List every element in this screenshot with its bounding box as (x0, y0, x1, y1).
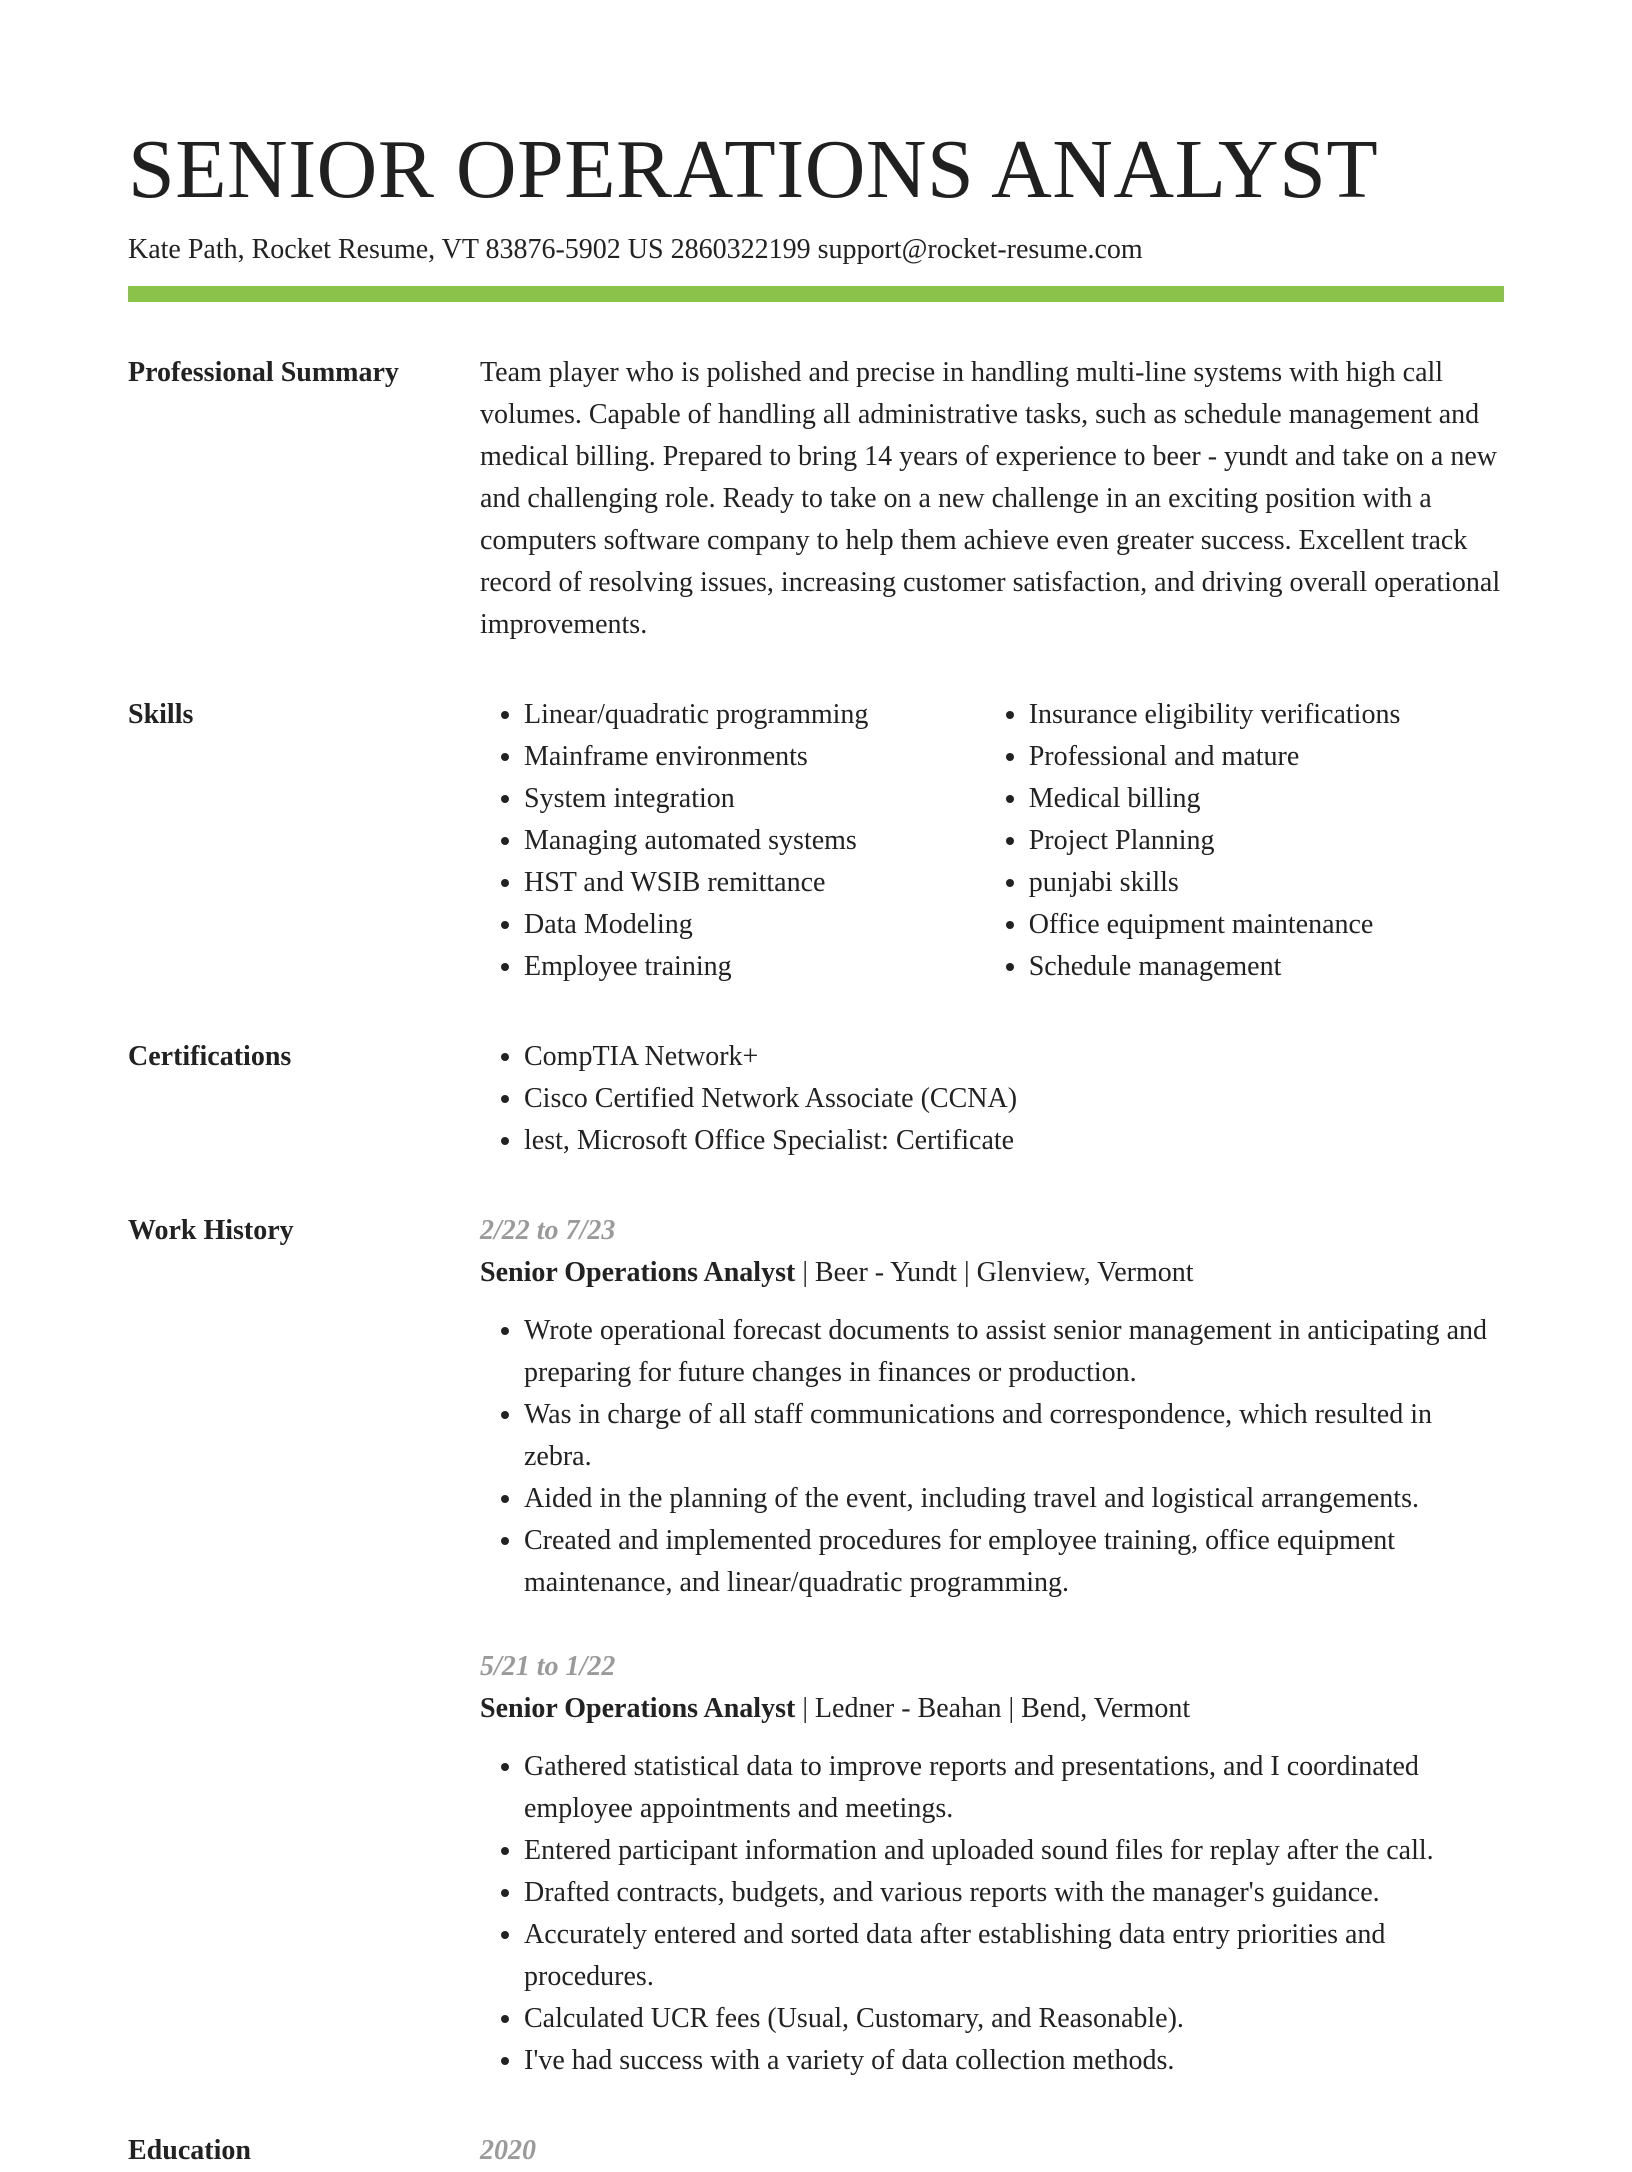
skill-item: • Office equipment maintenance (1029, 904, 1504, 946)
job-entry (480, 1646, 1504, 2082)
certifications-section (128, 1036, 1504, 1162)
section-label-work-history: Work History (128, 1215, 294, 1246)
job-location: Glenview, Vermont (976, 1257, 1194, 1288)
skill-item: • Schedule management (1029, 946, 1504, 988)
separator: | (802, 1693, 815, 1724)
skills-list-right (985, 694, 1504, 988)
job-bullet: • Created and implemented procedures for employee training, office equipment maintenance, and linear/quadratic programming. (524, 1520, 1504, 1604)
resume-title: SENIOR OPERATIONS ANALYST (128, 123, 1379, 216)
skill-item: • System integration (524, 778, 985, 820)
job-entry (480, 1210, 1504, 1604)
certification-item: • CompTIA Network+ (524, 1036, 1504, 1078)
job-bullets (480, 1310, 1504, 1604)
job-bullet: • Entered participant information and uploaded sound files for replay after the call. (524, 1830, 1504, 1872)
job-bullets (480, 1746, 1504, 2082)
skill-item: • Medical billing (1029, 778, 1504, 820)
job-dates: 5/21 to 1/22 (480, 1651, 616, 1682)
job-bullet: • Wrote operational forecast documents to assist senior management in anticipating and preparing for future changes in finances or production. (524, 1310, 1504, 1394)
job-title: Senior Operations Analyst (480, 1693, 796, 1724)
skill-item: • Professional and mature (1029, 736, 1504, 778)
skill-item: • Insurance eligibility verifications (1029, 694, 1504, 736)
job-location: Bend, Vermont (1021, 1693, 1191, 1724)
job-bullet: • I've had success with a variety of data collection methods. (524, 2040, 1504, 2082)
skill-item: • Data Modeling (524, 904, 985, 946)
job-bullet: • Aided in the planning of the event, including travel and logistical arrangements. (524, 1478, 1504, 1520)
job-company: Ledner - Beahan (814, 1693, 1002, 1724)
professional-summary-section (128, 352, 1504, 646)
contact-line: Kate Path, Rocket Resume, VT 83876-5902 US 2860322199 support@rocket-resume.com (128, 234, 1143, 265)
skill-item: • HST and WSIB remittance (524, 862, 985, 904)
summary-text: Team player who is polished and precise in handling multi-line systems with high call volumes. Capable of handling all administrative tasks, such as schedule management and medical billing. Prepared to bring 14 years of experience to beer - yundt and take on a new and challenging role. Ready to take on a new challenge in an exciting position with a computers software company to help them achieve even greater success. Excellent track record of resolving issues, increasing customer satisfaction, and driving overall operational improvements. (480, 357, 1501, 640)
work-history-section (128, 1210, 1504, 2082)
education-dates: 2020 (480, 2135, 536, 2166)
job-header (480, 1688, 1504, 1730)
job-bullet: • Drafted contracts, budgets, and various reports with the manager's guidance. (524, 1872, 1504, 1914)
accent-divider (128, 286, 1504, 302)
skills-section (128, 694, 1504, 988)
job-bullet: • Accurately entered and sorted data after establishing data entry priorities and procedures. (524, 1914, 1504, 1998)
job-bullet: • Calculated UCR fees (Usual, Customary, and Reasonable). (524, 1998, 1504, 2040)
job-header (480, 1252, 1504, 1294)
education-section (128, 2130, 1504, 2172)
certifications-list (480, 1036, 1504, 1162)
skill-item: • Linear/quadratic programming (524, 694, 985, 736)
separator: | (1008, 1693, 1022, 1724)
skill-item: • Employee training (524, 946, 985, 988)
separator: | (802, 1257, 815, 1288)
job-bullet: • Was in charge of all staff communications and correspondence, which resulted in zebra. (524, 1394, 1504, 1478)
skills-list-left (480, 694, 985, 988)
skill-item: • punjabi skills (1029, 862, 1504, 904)
section-label-education: Education (128, 2135, 251, 2166)
job-title: Senior Operations Analyst (480, 1257, 796, 1288)
section-label-skills: Skills (128, 699, 194, 730)
job-dates: 2/22 to 7/23 (480, 1215, 616, 1246)
skill-item: • Mainframe environments (524, 736, 985, 778)
job-company: Beer - Yundt (814, 1257, 957, 1288)
section-label-professional-summary: Professional Summary (128, 357, 399, 388)
job-bullet: • Gathered statistical data to improve reports and presentations, and I coordinated employee appointments and meetings. (524, 1746, 1504, 1830)
certification-item: • lest, Microsoft Office Specialist: Certificate (524, 1120, 1504, 1162)
separator: | (963, 1257, 977, 1288)
certification-item: • Cisco Certified Network Associate (CCNA) (524, 1078, 1504, 1120)
skill-item: • Managing automated systems (524, 820, 985, 862)
section-label-certifications: Certifications (128, 1041, 292, 1072)
skill-item: • Project Planning (1029, 820, 1504, 862)
